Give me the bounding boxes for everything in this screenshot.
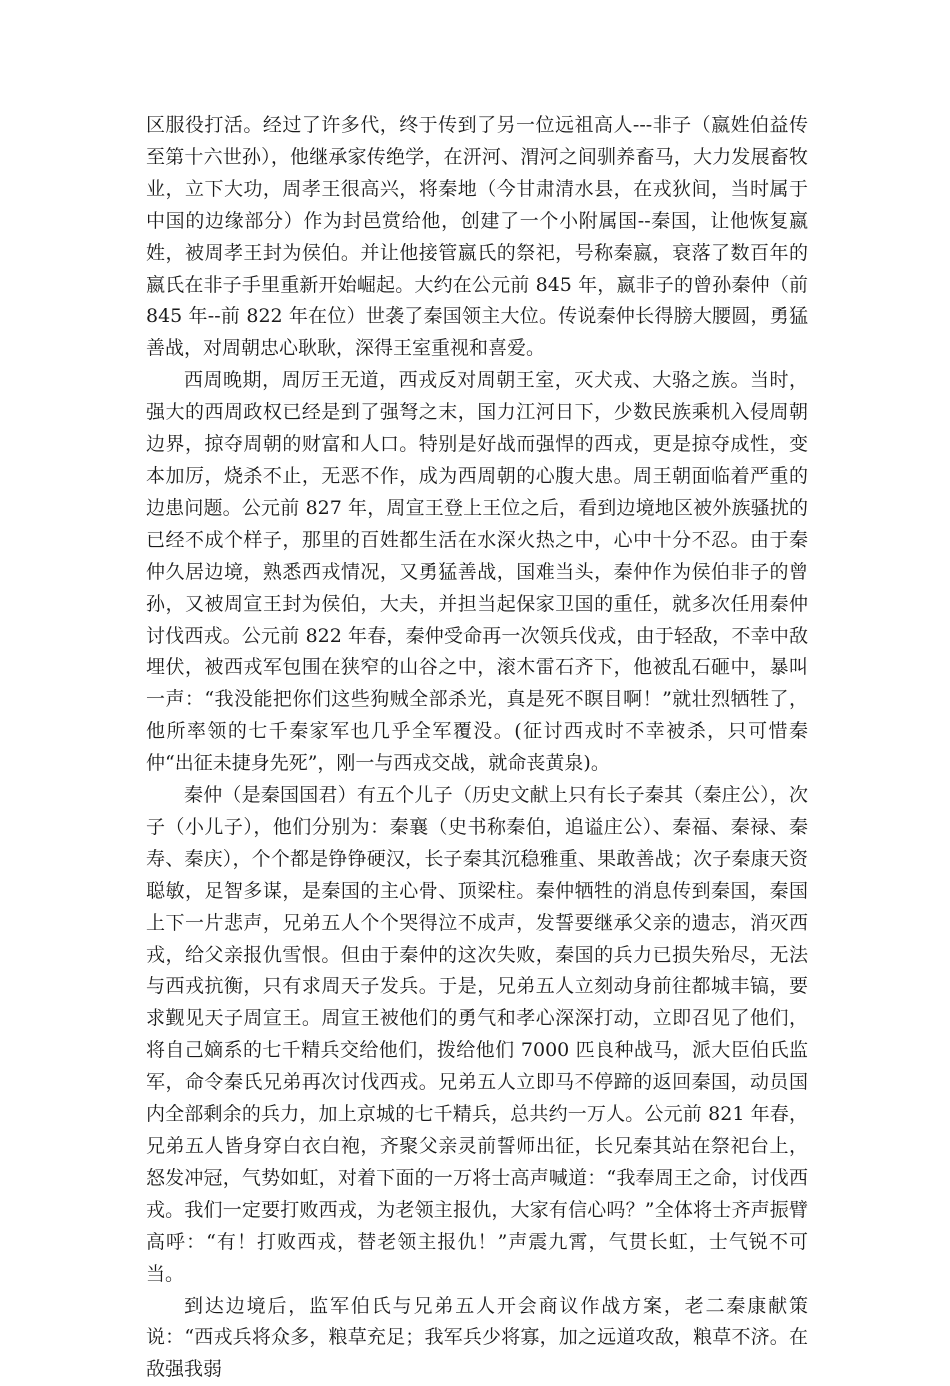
body-text [146, 110, 808, 1386]
paragraph-3: 秦仲（是秦国国君）有五个儿子（历史文献上只有长子秦其（秦庄公），次子（小儿子），他们分别为：秦襄（史书称秦伯，追谥庄公）、秦福、秦禄、秦寿、秦庆），个个都是铮铮硬汉，长子秦其沉稳雅重、果敢善战；次子秦康天资聪敏，足智多谋，是秦国的主心骨、顶梁柱。秦仲牺牲的消息传到秦国，秦国上下一片悲声，兄弟五人个个哭得泣不成声，发誓要继承父亲的遗志，消灭西戎，给父亲报仇雪恨。但由于秦仲的这次失败，秦国的兵力已损失殆尽，无法与西戎抗衡，只有求周天子发兵。于是，兄弟五人立刻动身前往都城丰镐，要求觐见天子周宣王。周宣王被他们的勇气和孝心深深打动，立即召见了他们，将自己嫡系的七千精兵交给他们，拨给他们 7000 匹良种战马，派大臣伯氏监军，命令秦氏兄弟再次讨伐西戎。兄弟五人立即马不停蹄的返回秦国，动员国内全部剩余的兵力，加上京城的七千精兵，总共约一万人。公元前 821 年春，兄弟五人皆身穿白衣白袍，齐聚父亲灵前誓师出征，长兄秦其站在祭祀台上，怒发冲冠，气势如虹，对着下面的一万将士高声喊道：“我奉周王之命，讨伐西戎。我们一定要打败西戎，为老领主报仇，大家有信心吗？”全体将士齐声振臂高呼：“有！打败西戎，替老领主报仇！”声震九霄，气贯长虹，士气锐不可当。 [146, 784, 808, 1285]
paragraph-1: 区服役打活。经过了许多代，终于传到了另一位远祖高人---非子（嬴姓伯益传至第十六世孙），他继承家传绝学，在汧河、渭河之间驯养畜马，大力发展畜牧业，立下大功，周孝王很高兴，将秦地（今甘肃清水县，在戎狄间，当时属于中国的边缘部分）作为封邑赏给他，创建了一个小附属国--秦国，让他恢复嬴姓，被周孝王封为侯伯。并让他接管嬴氏的祭祀，号称秦嬴，衰落了数百年的嬴氏在非子手里重新开始崛起。大约在公元前 845 年，嬴非子的曾孙秦仲（前 845 年--前 822 年在位）世袭了秦国领主大位。传说秦仲长得膀大腰圆，勇猛善战，对周朝忠心耿耿，深得王室重视和喜爱。 [146, 114, 808, 360]
paragraph-4: 到达边境后，监军伯氏与兄弟五人开会商议作战方案，老二秦康献策说：“西戎兵将众多，粮草充足；我军兵少将寡，加之远道攻敌，粮草不济。在敌强我弱 [146, 1294, 808, 1381]
paragraph-2: 西周晚期，周厉王无道，西戎反对周朝王室，灭犬戎、大骆之族。当时，强大的西周政权已经是到了强弩之末，国力江河日下，少数民族乘机入侵周朝边界，掠夺周朝的财富和人口。特别是好战而强悍的西戎，更是掠夺成性，变本加厉，烧杀不止，无恶不作，成为西周朝的心腹大患。周王朝面临着严重的边患问题。公元前 827 年，周宣王登上王位之后，看到边境地区被外族骚扰的已经不成个样子，那里的百姓都生活在水深火热之中，心中十分不忍。由于秦仲久居边境，熟悉西戎情况，又勇猛善战，国难当头，秦仲作为侯伯非子的曾孙，又被周宣王封为侯伯，大夫，并担当起保家卫国的重任，就多次任用秦仲讨伐西戎。公元前 822 年春，秦仲受命再一次领兵伐戎，由于轻敌，不幸中敌埋伏，被西戎军包围在狭窄的山谷之中，滚木雷石齐下，他被乱石砸中，暴叫一声：“我没能把你们这些狗贼全部杀光，真是死不瞑目啊！”就壮烈牺牲了，他所率领的七千秦家军也几乎全军覆没。(征讨西戎时不幸被杀，只可惜秦仲“出征未捷身先死”，刚一与西戎交战，就命丧黄泉)。 [146, 369, 808, 775]
